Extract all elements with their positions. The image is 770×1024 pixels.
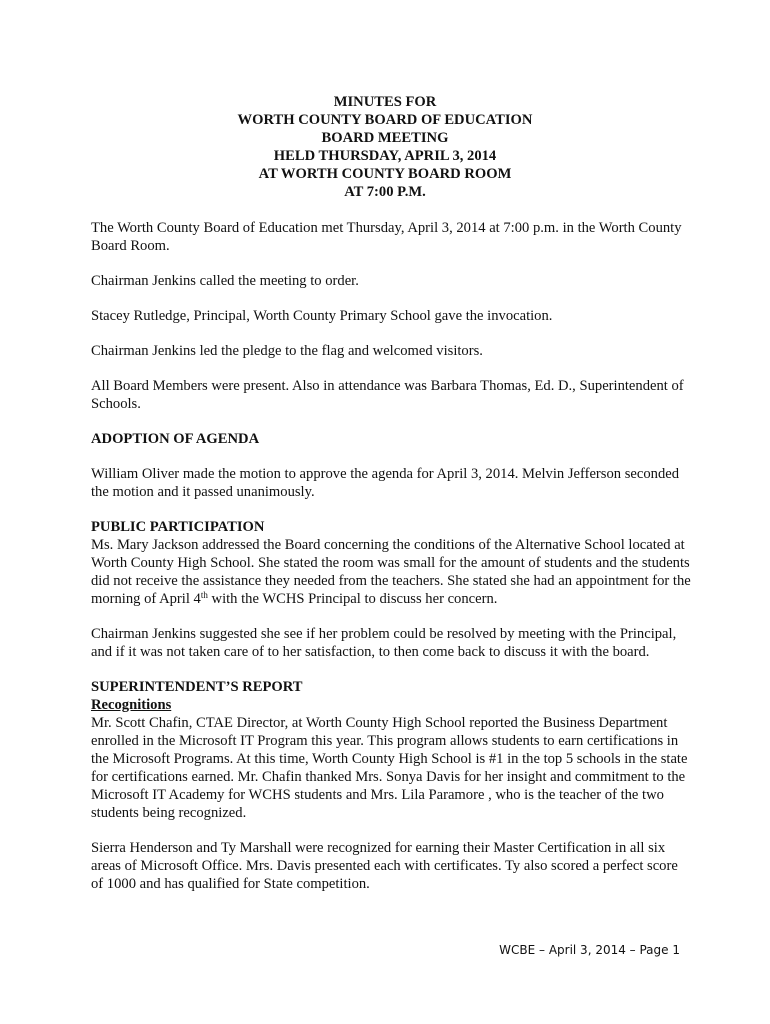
recognitions-subheading: Recognitions <box>91 697 172 713</box>
public-participation-paragraph <box>91 536 691 608</box>
superintendent-report-heading: SUPERINTENDENT’S REPORT <box>91 679 303 695</box>
title-line: AT WORTH COUNTY BOARD ROOM <box>258 166 512 182</box>
pledge-paragraph: Chairman Jenkins led the pledge to the flag and welcomed visitors. <box>91 343 483 359</box>
call-to-order-paragraph: Chairman Jenkins called the meeting to order. <box>91 273 359 289</box>
public-participation-text-end: with the WCHS Principal to discuss her concern. <box>207 591 498 607</box>
chairman-suggestion-paragraph: Chairman Jenkins suggested she see if her problem could be resolved by meeting with the Principal, and if it was not taken care of to her satisfaction, to then come back to discuss it with the board. <box>91 626 677 660</box>
page-footer: WCBE – April 3, 2014 – Page 1 <box>499 943 680 957</box>
title-line: WORTH COUNTY BOARD OF EDUCATION <box>237 112 533 128</box>
adoption-heading: ADOPTION OF AGENDA <box>91 431 260 447</box>
certification-paragraph: Sierra Henderson and Ty Marshall were recognized for earning their Master Certification in all six areas of Microsoft Office. Mrs. Davis presented each with certificates. Ty also scored a perfect score of 1000 and has qualified for State competition. <box>91 840 678 892</box>
attendance-paragraph: All Board Members were present. Also in attendance was Barbara Thomas, Ed. D., Superintendent of Schools. <box>91 378 684 412</box>
intro-paragraph: The Worth County Board of Education met Thursday, April 3, 2014 at 7:00 p.m. in the Worth County Board Room. <box>91 220 682 254</box>
recognition-paragraph: Mr. Scott Chafin, CTAE Director, at Worth County High School reported the Business Department enrolled in the Microsoft IT Program this year. This program allows students to earn certifications in the Microsoft Programs. At this time, Worth County High School is #1 in the top 5 schools in the state for certifications earned. Mr. Chafin thanked Mrs. Sonya Davis for her insight and commitment to the Microsoft IT Academy for WCHS students and Mrs. Lila Paramore , who is the teacher of the two students being recognized. <box>91 715 688 821</box>
title-line: AT 7:00 P.M. <box>344 184 426 200</box>
title-line: BOARD MEETING <box>321 130 449 146</box>
public-participation-text: Ms. Mary Jackson addressed the Board concerning the conditions of the Alternative School located at Worth County High School. She stated the room was small for the amount of students and the students did not receive the assistance they needed from the teachers. She stated she had an appointment for the morning of April 4 <box>91 537 691 607</box>
public-participation-heading: PUBLIC PARTICIPATION <box>91 519 265 535</box>
adoption-paragraph: William Oliver made the motion to approve the agenda for April 3, 2014. Melvin Jefferson seconded the motion and it passed unanimously. <box>91 466 680 500</box>
ordinal-suffix: th <box>200 590 208 600</box>
title-line: HELD THURSDAY, APRIL 3, 2014 <box>273 148 497 164</box>
title-line: MINUTES FOR <box>333 94 437 110</box>
document-title <box>0 93 770 201</box>
document-body <box>91 219 691 910</box>
invocation-paragraph: Stacey Rutledge, Principal, Worth County Primary School gave the invocation. <box>91 308 553 324</box>
